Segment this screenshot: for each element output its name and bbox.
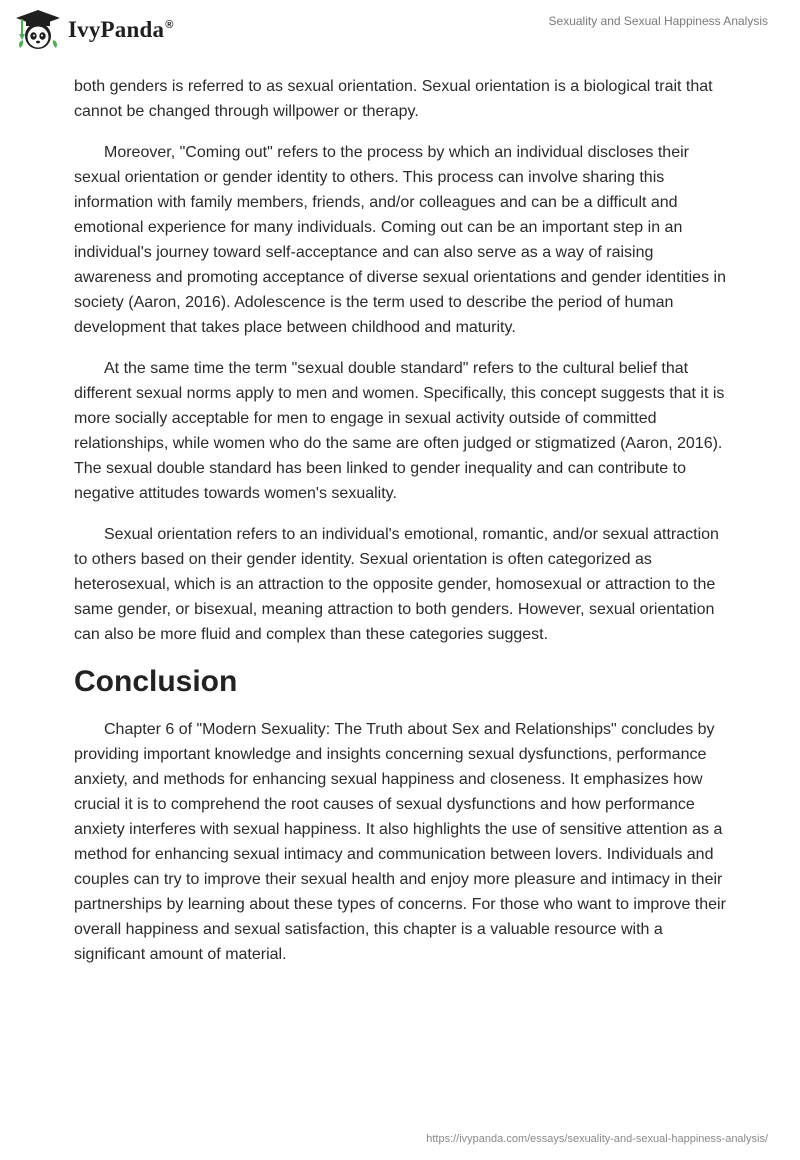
paragraph-2: Moreover, "Coming out" refers to the process by which an individual discloses their sexual orientation or gender identity to others. This process can involve sharing this information with family members, friends, and/or colleagues and can be a difficult and emotional experience for many individuals. Coming out can be an important step in an individual's journey toward self-acceptance and can also serve as a way of raising awareness and promoting acceptance of diverse sexual orientations and gender identities in society (Aaron, 2016). Adolescence is the term used to describe the period of human development that takes place between childhood and maturity. — [74, 144, 726, 336]
essay-body — [74, 74, 734, 983]
page-header — [0, 0, 800, 68]
paragraph-3: At the same time the term "sexual double standard" refers to the cultural belief that different sexual norms apply to men and women. Specifically, this concept suggests that it is more socially acceptable for men to engage in sexual activity outside of committed relationships, while women who do the same are often judged or stigmatized (Aaron, 2016). The sexual double standard has been linked to gender inequality and can contribute to negative attitudes towards women's sexuality. — [74, 360, 725, 502]
paragraph-4: Sexual orientation refers to an individual's emotional, romantic, and/or sexual attraction to others based on their gender identity. Sexual orientation is often categorized as heterosexual, which is an attraction to the opposite gender, homosexual or attraction to the same gender, or bisexual, meaning attraction to both genders. However, sexual orientation can also be more fluid and complex than these categories suggest. — [74, 526, 719, 643]
source-url[interactable]: https://ivypanda.com/essays/sexuality-and-sexual-happiness-analysis/ — [426, 1133, 768, 1145]
running-title: Sexuality and Sexual Happiness Analysis — [548, 14, 768, 28]
logo-wordmark — [68, 17, 174, 43]
panda-graduate-icon — [14, 8, 62, 52]
conclusion-heading: Conclusion — [74, 665, 238, 698]
ivypanda-logo[interactable] — [14, 8, 174, 52]
logo-text: IvyPanda — [68, 17, 165, 42]
registered-mark: ® — [165, 19, 174, 32]
paragraph-1: both genders is referred to as sexual orientation. Sexual orientation is a biological trait that cannot be changed through willpower or therapy. — [74, 78, 713, 120]
paragraph-5: Chapter 6 of "Modern Sexuality: The Truth about Sex and Relationships" concludes by providing important knowledge and insights concerning sexual dysfunctions, performance anxiety, and methods for enhancing sexual happiness and closeness. It emphasizes how crucial it is to comprehend the root causes of sexual dysfunctions and how performance anxiety interferes with sexual happiness. It also highlights the use of sensitive attention as a method for enhancing sexual intimacy and communication between lovers. Individuals and couples can try to improve their sexual health and enjoy more pleasure and intimacy in their partnerships by learning about these types of concerns. For those who want to improve their overall happiness and sexual satisfaction, this chapter is a valuable resource with a significant amount of material. — [74, 721, 726, 963]
